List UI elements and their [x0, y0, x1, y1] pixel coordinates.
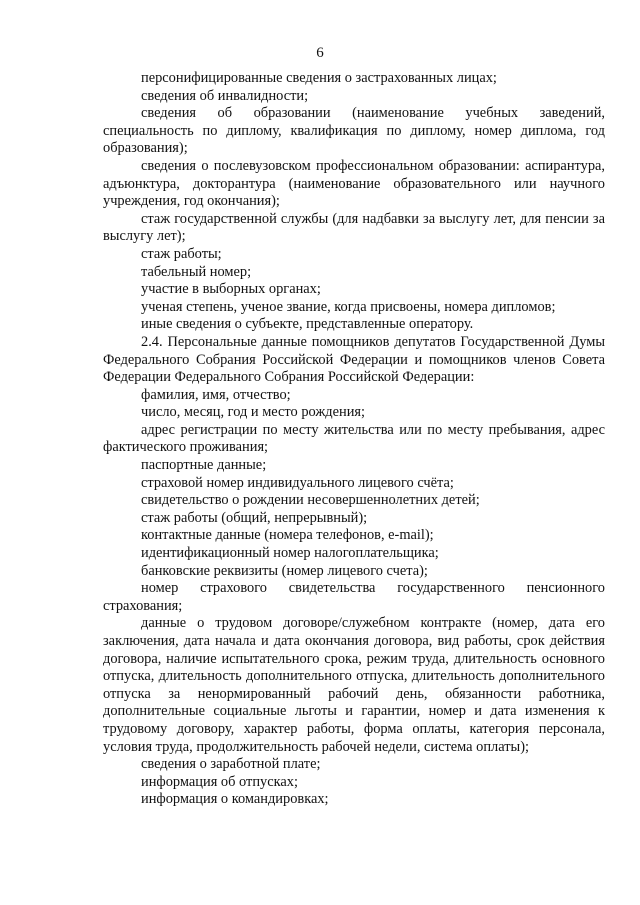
list-item: сведения о послевузовском профессиональном образовании: аспирантура, адъюнктура, докторантура (наименование образовательного или научного учреждения, год окончания);	[103, 157, 605, 210]
document-body	[103, 70, 605, 809]
list-item: участие в выборных органах;	[141, 281, 321, 298]
list-item: данные о трудовом договоре/служебном контракте (номер, дата его заключения, дата начала и дата окончания договора, вид работы, срок действия договора, наличие испытательного срока, режим труда, длительность основного отпуска, длительность дополнительного отпуска, длительность дополнительного отпуска за ненормированный рабочий день, обязанности работника, дополнительные социальные льготы и гарантии, номер и дата изменения к трудовому договору, характер работы, форма оплаты, категория персонала, условия труда, продолжительность рабочей недели, система оплаты);	[103, 615, 605, 755]
list-item: ученая степень, ученое звание, когда присвоены, номера дипломов;	[141, 298, 556, 315]
list-item: стаж работы (общий, непрерывный);	[141, 509, 368, 526]
list-item: свидетельство о рождении несовершеннолетних детей;	[141, 492, 480, 509]
list-item: сведения о заработной плате;	[141, 756, 321, 773]
list-item: иные сведения о субъекте, представленные оператору.	[141, 316, 474, 333]
list-item: стаж работы;	[141, 245, 222, 262]
list-item: сведения об инвалидности;	[141, 87, 309, 104]
list-item: сведения об образовании (наименование учебных заведений, специальность по диплому, квалификация по диплому, номер диплома, год образования);	[103, 105, 605, 157]
list-item: страховой номер индивидуального лицевого счёта;	[141, 474, 454, 491]
page-number: 6	[316, 45, 324, 61]
list-item: паспортные данные;	[141, 457, 267, 474]
list-item: персонифицированные сведения о застрахованных лицах;	[141, 70, 497, 86]
list-item: стаж государственной службы (для надбавки за выслугу лет, для пенсии за выслугу лет);	[103, 210, 605, 245]
list-item: номер страхового свидетельства государственного пенсионного страхования;	[103, 580, 605, 614]
list-item: табельный номер;	[141, 263, 252, 280]
section-heading-2-4: 2.4. Персональные данные помощников депутатов Государственной Думы Федерального Собрания Российской Федерации и помощников членов Совета Федерации Федерального Собрания Российской Федерации:	[103, 333, 605, 386]
list-item: адрес регистрации по месту жительства или по месту пребывания, адрес фактического проживания;	[103, 421, 605, 456]
list-item: число, месяц, год и место рождения;	[141, 404, 366, 421]
list-item: информация о командировках;	[141, 791, 329, 808]
list-item: информация об отпусках;	[141, 773, 298, 790]
list-item: контактные данные (номера телефонов, e-mail);	[141, 527, 434, 544]
list-item: идентификационный номер налогоплательщика;	[141, 545, 439, 562]
list-item: фамилия, имя, отчество;	[141, 386, 291, 403]
list-item: банковские реквизиты (номер лицевого счета);	[141, 562, 428, 579]
